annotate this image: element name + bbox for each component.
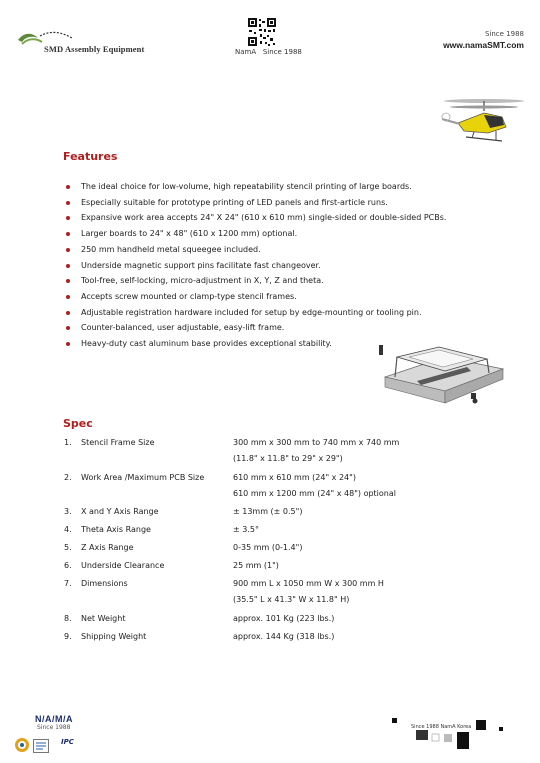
certification-badge-icon	[14, 737, 30, 753]
stencil-printer-image	[375, 343, 510, 413]
spec-value-secondary: (35.5" L x 41.3" W x 11.8" H)	[233, 595, 350, 604]
spec-value-secondary: 610 mm x 1200 mm (24" x 48") optional	[233, 489, 396, 498]
logo-tagline: SMD Assembly Equipment	[44, 44, 145, 54]
feature-item: Heavy-duty cast aluminum base provides exceptional stability.	[64, 336, 504, 352]
spec-value: 900 mm L x 1050 mm W x 300 mm H	[233, 579, 384, 588]
bullet-icon	[66, 232, 70, 236]
features-list	[64, 179, 504, 352]
spec-num: 6.	[64, 561, 72, 570]
spec-label: Work Area /Maximum PCB Size	[81, 473, 205, 482]
spec-label: Stencil Frame Size	[81, 438, 155, 447]
footer-brand-logo: N/A/M/A	[35, 714, 73, 724]
spec-value: 610 mm x 610 mm (24" x 24")	[233, 473, 356, 482]
bullet-icon	[66, 201, 70, 205]
feature-item: Tool-free, self-locking, micro-adjustment in X, Y, Z and theta.	[64, 273, 504, 289]
since-label: Since 1988	[484, 30, 524, 38]
spec-label: Theta Axis Range	[81, 525, 151, 534]
spec-label: Dimensions	[81, 579, 128, 588]
qr-caption-since: Since 1988	[262, 48, 302, 56]
spec-num: 4.	[64, 525, 72, 534]
spec-value: 0-35 mm (0-1.4")	[233, 543, 303, 552]
website-link[interactable]: www.namaSMT.com	[443, 40, 524, 50]
feature-item: Adjustable registration hardware included for setup by edge-mounting or tooling pin.	[64, 305, 504, 321]
spec-value: ± 3.5°	[233, 525, 259, 534]
bullet-icon	[66, 342, 70, 346]
spec-label: Shipping Weight	[81, 632, 147, 641]
spec-value-secondary: (11.8" x 11.8" to 29" x 29")	[233, 454, 343, 463]
bullet-icon	[66, 185, 70, 189]
helicopter-image	[440, 95, 526, 150]
bullet-icon	[66, 295, 70, 299]
feature-item: Accepts screw mounted or clamp-type stencil frames.	[64, 289, 504, 305]
spec-num: 2.	[64, 473, 72, 482]
ipc-member-logo: IPC	[61, 738, 74, 746]
bullet-icon	[66, 311, 70, 315]
features-heading: Features	[63, 150, 118, 163]
spec-num: 3.	[64, 507, 72, 516]
footer-decoration	[392, 718, 522, 752]
spec-label: Underside Clearance	[81, 561, 165, 570]
certification-stamp-icon	[33, 738, 49, 752]
spec-num: 8.	[64, 614, 72, 623]
spec-num: 9.	[64, 632, 72, 641]
spec-value: 300 mm x 300 mm to 740 mm x 740 mm	[233, 438, 400, 447]
feature-item: Expansive work area accepts 24" X 24" (610 x 610 mm) single-sided or double-sided PCBs.	[64, 210, 504, 226]
bullet-icon	[66, 248, 70, 252]
feature-item: Larger boards to 24" x 48" (610 x 1200 mm) optional.	[64, 226, 504, 242]
bullet-icon	[66, 279, 70, 283]
bullet-icon	[66, 264, 70, 268]
spec-value: 25 mm (1")	[233, 561, 279, 570]
bullet-icon	[66, 326, 70, 330]
spec-num: 1.	[64, 438, 72, 447]
spec-value: ± 13mm (± 0.5")	[233, 507, 303, 516]
spec-value: approx. 101 Kg (223 lbs.)	[233, 614, 335, 623]
spec-value: approx. 144 Kg (318 lbs.)	[233, 632, 335, 641]
qr-caption-brand: NamA	[235, 48, 257, 56]
feature-item: 250 mm handheld metal squeegee included.	[64, 242, 504, 258]
qr-caption	[235, 48, 302, 56]
spec-label: Z Axis Range	[81, 543, 134, 552]
feature-item: The ideal choice for low-volume, high repeatability stencil printing of large boards.	[64, 179, 504, 195]
spec-label: Net Weight	[81, 614, 126, 623]
spec-num: 7.	[64, 579, 72, 588]
spec-num: 5.	[64, 543, 72, 552]
footer-since-nama: Since 1988 NamA Korea	[411, 724, 472, 730]
qr-code	[247, 17, 277, 47]
footer-since: Since 1988	[37, 724, 71, 731]
spec-label: X and Y Axis Range	[81, 507, 159, 516]
feature-item: Especially suitable for prototype printing of LED panels and first-article runs.	[64, 195, 504, 211]
feature-item: Underside magnetic support pins facilitate fast changeover.	[64, 258, 504, 274]
feature-item: Counter-balanced, user adjustable, easy-lift frame.	[64, 320, 504, 336]
bullet-icon	[66, 216, 70, 220]
spec-heading: Spec	[63, 417, 93, 430]
